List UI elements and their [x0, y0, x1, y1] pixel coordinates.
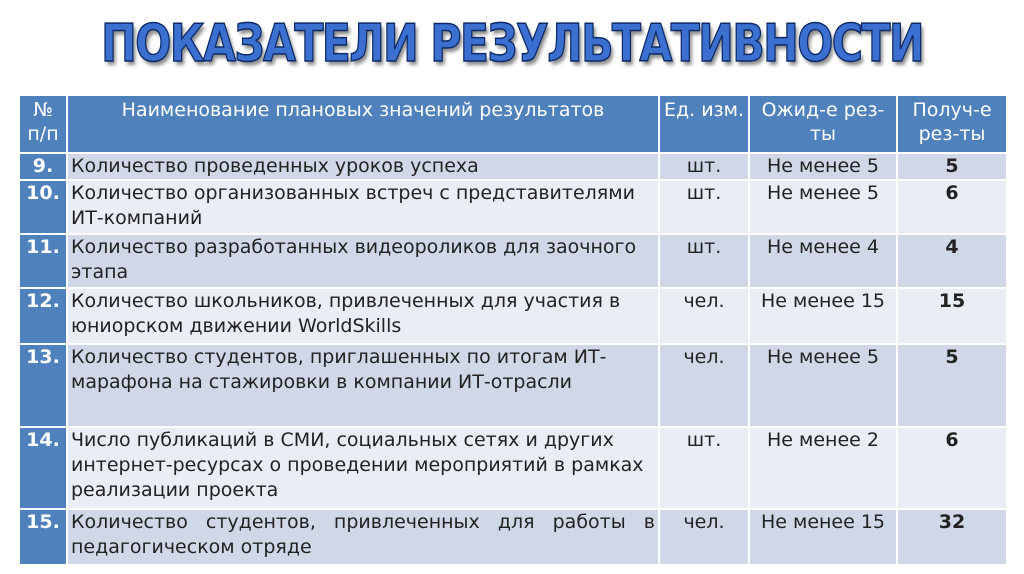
row-number: 15.	[19, 509, 67, 565]
row-received: 15	[897, 288, 1007, 344]
row-unit: чел.	[659, 509, 749, 565]
row-number: 9.	[19, 153, 67, 180]
row-received: 6	[897, 180, 1007, 234]
row-number: 10.	[19, 180, 67, 234]
header-expected: Ожид-е рез-ты	[749, 95, 897, 153]
row-name: Число публикаций в СМИ, социальных сетях и других интернет-ресурсах о проведении мероприятий в рамках реализации проекта	[67, 427, 659, 509]
row-number: 13.	[19, 344, 67, 426]
header-name: Наименование плановых значений результатов	[67, 95, 659, 153]
row-number: 14.	[19, 427, 67, 509]
row-received: 4	[897, 234, 1007, 288]
row-name: Количество студентов, привлеченных для работы в педагогическом отряде	[67, 509, 659, 565]
row-unit: шт.	[659, 180, 749, 234]
row-expected: Не менее 5	[749, 344, 897, 426]
row-expected: Не менее 2	[749, 427, 897, 509]
row-unit: шт.	[659, 234, 749, 288]
table-row	[19, 234, 1007, 288]
row-expected: Не менее 4	[749, 234, 897, 288]
table-header-row	[19, 95, 1007, 153]
row-unit: шт.	[659, 153, 749, 180]
row-received: 32	[897, 509, 1007, 565]
table-row	[19, 344, 1007, 426]
row-expected: Не менее 15	[749, 288, 897, 344]
row-expected: Не менее 15	[749, 509, 897, 565]
row-number: 12.	[19, 288, 67, 344]
row-number: 11.	[19, 234, 67, 288]
row-name: Количество студентов, приглашенных по итогам ИТ-марафона на стажировки в компании ИТ-отрасли	[67, 344, 659, 426]
header-received: Получ-е рез-ты	[897, 95, 1007, 153]
header-num: № п/п	[19, 95, 67, 153]
table-row	[19, 180, 1007, 234]
row-name: Количество проведенных уроков успеха	[67, 153, 659, 180]
row-expected: Не менее 5	[749, 153, 897, 180]
table-row	[19, 427, 1007, 509]
row-unit: чел.	[659, 344, 749, 426]
row-expected: Не менее 5	[749, 180, 897, 234]
row-unit: чел.	[659, 288, 749, 344]
row-received: 5	[897, 153, 1007, 180]
table-row	[19, 153, 1007, 180]
header-unit: Ед. изм.	[659, 95, 749, 153]
table-row	[19, 288, 1007, 344]
row-unit: шт.	[659, 427, 749, 509]
row-received: 6	[897, 427, 1007, 509]
row-name: Количество школьников, привлеченных для участия в юниорском движении WorldSkills	[67, 288, 659, 344]
table-row	[19, 509, 1007, 565]
results-table	[18, 94, 1008, 566]
row-name: Количество организованных встреч с представителями ИТ-компаний	[67, 180, 659, 234]
row-received: 5	[897, 344, 1007, 426]
row-name: Количество разработанных видеороликов для заочного этапа	[67, 234, 659, 288]
page-title: ПОКАЗАТЕЛИ РЕЗУЛЬТАТИВНОСТИ	[101, 14, 923, 74]
